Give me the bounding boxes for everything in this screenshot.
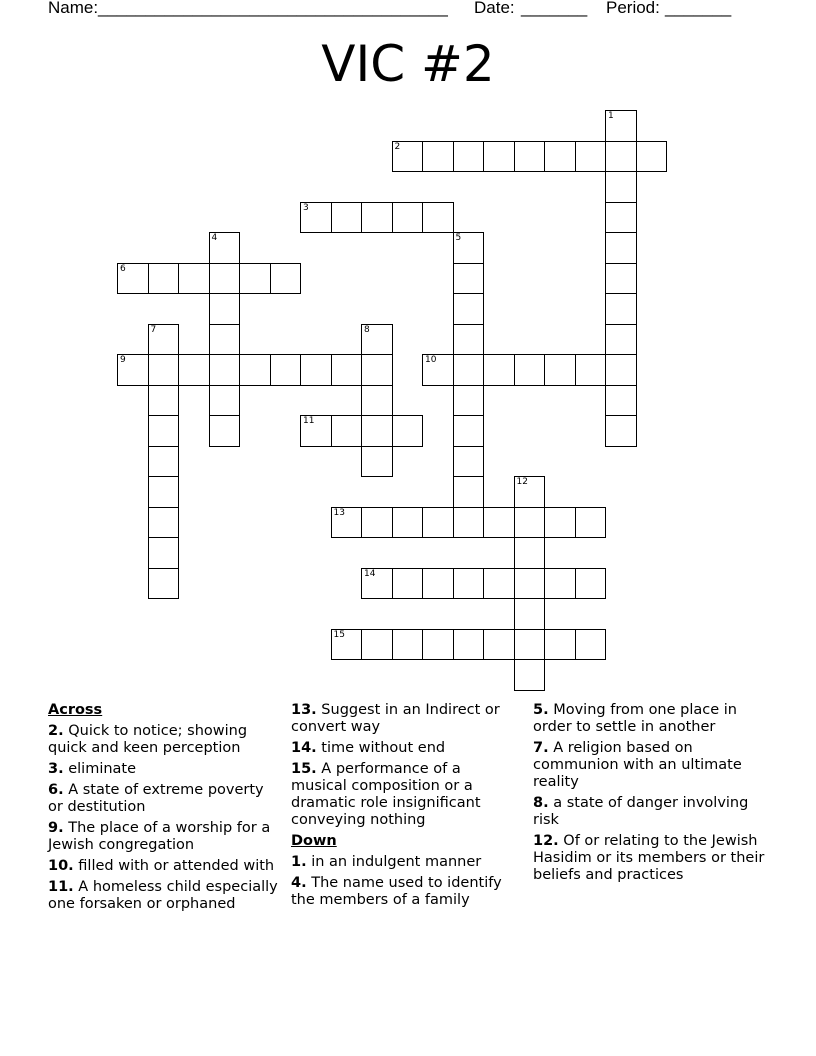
grid-cell[interactable] bbox=[422, 507, 454, 539]
grid-cell[interactable] bbox=[361, 202, 393, 234]
clue-text: Of or relating to the Jewish Hasidim or its members or their beliefs and practices bbox=[533, 833, 765, 883]
grid-cell[interactable] bbox=[392, 507, 424, 539]
grid-cell[interactable] bbox=[453, 385, 485, 417]
date-blank[interactable]: _______ bbox=[521, 0, 588, 17]
grid-cell[interactable] bbox=[453, 324, 485, 356]
clue-item bbox=[48, 879, 278, 913]
clue-text: time without end bbox=[316, 740, 446, 756]
grid-cell[interactable] bbox=[239, 263, 271, 295]
clue-number-label: 15 bbox=[333, 629, 345, 640]
clue-number: 3. bbox=[48, 761, 64, 777]
grid-cell[interactable] bbox=[514, 568, 546, 600]
clue-item bbox=[48, 761, 278, 778]
grid-cell[interactable] bbox=[575, 141, 607, 173]
grid-cell[interactable] bbox=[544, 354, 576, 386]
clue-number-label: 5 bbox=[455, 233, 462, 243]
grid-cell[interactable] bbox=[514, 659, 546, 691]
grid-cell[interactable] bbox=[361, 568, 393, 600]
clue-number: 4. bbox=[291, 875, 307, 891]
grid-cell[interactable] bbox=[209, 263, 241, 295]
grid-cell[interactable] bbox=[178, 263, 210, 295]
clue-item bbox=[291, 854, 521, 871]
grid-cell[interactable] bbox=[331, 415, 363, 447]
grid-cell[interactable] bbox=[148, 537, 180, 569]
grid-cell[interactable] bbox=[209, 354, 241, 386]
grid-cell[interactable] bbox=[270, 263, 302, 295]
grid-cell[interactable] bbox=[300, 354, 332, 386]
grid-cell[interactable] bbox=[605, 293, 637, 325]
clues-column-3 bbox=[533, 702, 768, 888]
grid-cell[interactable] bbox=[270, 354, 302, 386]
clue-number: 15. bbox=[291, 761, 317, 777]
clue-number-label: 3 bbox=[303, 202, 309, 213]
grid-cell[interactable] bbox=[209, 415, 241, 447]
clue-item bbox=[533, 795, 768, 829]
clue-number-label: 6 bbox=[120, 263, 126, 274]
grid-cell[interactable] bbox=[575, 354, 607, 386]
grid-cell[interactable] bbox=[483, 507, 515, 539]
clue-text: Suggest in an Indirect or convert way bbox=[291, 702, 500, 735]
clue-number: 7. bbox=[533, 740, 549, 756]
clue-number: 13. bbox=[291, 702, 317, 718]
grid-cell[interactable] bbox=[117, 263, 149, 295]
clues-column-2 bbox=[291, 702, 521, 913]
clue-number-label: 10 bbox=[425, 355, 437, 365]
across-heading: Across bbox=[48, 702, 103, 718]
grid-cell[interactable] bbox=[209, 324, 241, 356]
grid-cell[interactable] bbox=[453, 568, 485, 600]
grid-cell[interactable] bbox=[148, 385, 180, 417]
grid-cell[interactable] bbox=[148, 446, 180, 478]
grid-cell[interactable] bbox=[422, 568, 454, 600]
grid-cell[interactable] bbox=[575, 507, 607, 539]
clue-number: 9. bbox=[48, 820, 64, 836]
grid-cell[interactable] bbox=[422, 354, 454, 386]
grid-cell[interactable] bbox=[453, 507, 485, 539]
grid-cell[interactable] bbox=[300, 202, 332, 234]
name-blank[interactable]: _____________________________________ bbox=[98, 0, 448, 17]
grid-cell[interactable] bbox=[514, 476, 546, 508]
clue-text: The place of a worship for a Jewish congregation bbox=[48, 820, 271, 853]
grid-cell[interactable] bbox=[148, 263, 180, 295]
grid-cell[interactable] bbox=[453, 476, 485, 508]
clue-number: 5. bbox=[533, 702, 549, 718]
grid-cell[interactable] bbox=[361, 415, 393, 447]
clue-number-label: 11 bbox=[303, 416, 315, 426]
grid-cell[interactable] bbox=[361, 385, 393, 417]
clue-item bbox=[291, 740, 521, 757]
grid-cell[interactable] bbox=[331, 507, 363, 539]
clue-number: 6. bbox=[48, 782, 64, 798]
grid-cell[interactable] bbox=[514, 141, 546, 173]
grid-cell[interactable] bbox=[483, 568, 515, 600]
grid-cell[interactable] bbox=[605, 385, 637, 417]
name-label: Name: bbox=[48, 0, 99, 17]
grid-cell[interactable] bbox=[209, 232, 241, 264]
grid-cell[interactable] bbox=[392, 629, 424, 661]
clue-item bbox=[533, 702, 768, 736]
grid-cell[interactable] bbox=[148, 354, 180, 386]
grid-cell[interactable] bbox=[544, 507, 576, 539]
grid-cell[interactable] bbox=[483, 354, 515, 386]
grid-cell[interactable] bbox=[514, 537, 546, 569]
grid-cell[interactable] bbox=[453, 141, 485, 173]
clue-number: 11. bbox=[48, 879, 74, 895]
clue-number-label: 2 bbox=[394, 141, 401, 152]
grid-cell[interactable] bbox=[605, 171, 637, 203]
clue-text: filled with or attended with bbox=[73, 858, 275, 874]
clue-item bbox=[48, 782, 278, 816]
grid-cell[interactable] bbox=[453, 415, 485, 447]
clue-number-label: 4 bbox=[211, 233, 218, 243]
grid-cell[interactable] bbox=[453, 629, 485, 661]
grid-cell[interactable] bbox=[605, 110, 637, 142]
grid-cell[interactable] bbox=[392, 415, 424, 447]
period-label: Period: bbox=[606, 0, 660, 17]
grid-cell[interactable] bbox=[361, 507, 393, 539]
grid-cell[interactable] bbox=[453, 354, 485, 386]
clue-number-label: 14 bbox=[364, 568, 376, 579]
grid-cell[interactable] bbox=[148, 507, 180, 539]
grid-cell[interactable] bbox=[544, 629, 576, 661]
grid-cell[interactable] bbox=[605, 354, 637, 386]
grid-cell[interactable] bbox=[422, 141, 454, 173]
grid-cell[interactable] bbox=[178, 354, 210, 386]
clue-item bbox=[48, 858, 278, 875]
clue-number-label: 7 bbox=[150, 324, 157, 335]
clue-text: A state of extreme poverty or destitution bbox=[48, 782, 264, 815]
grid-cell[interactable] bbox=[148, 568, 180, 600]
grid-cell[interactable] bbox=[148, 476, 180, 508]
clue-number: 1. bbox=[291, 854, 307, 870]
grid-cell[interactable] bbox=[361, 354, 393, 386]
grid-cell[interactable] bbox=[605, 263, 637, 295]
grid-cell[interactable] bbox=[300, 415, 332, 447]
grid-cell[interactable] bbox=[148, 324, 180, 356]
grid-cell[interactable] bbox=[392, 202, 424, 234]
grid-cell[interactable] bbox=[117, 354, 149, 386]
grid-cell[interactable] bbox=[239, 354, 271, 386]
grid-cell[interactable] bbox=[422, 202, 454, 234]
clue-number-label: 8 bbox=[364, 324, 370, 335]
puzzle-title: VIC #2 bbox=[321, 35, 495, 93]
grid-cell[interactable] bbox=[514, 354, 546, 386]
clue-number: 8. bbox=[533, 795, 549, 811]
clue-text: eliminate bbox=[63, 761, 137, 777]
grid-cell[interactable] bbox=[331, 202, 363, 234]
clue-text: Moving from one place in order to settle in another bbox=[533, 702, 737, 735]
clue-number-label: 1 bbox=[608, 111, 614, 121]
grid-cell[interactable] bbox=[605, 324, 637, 356]
clue-number: 2. bbox=[48, 723, 64, 739]
grid-cell[interactable] bbox=[331, 629, 363, 661]
grid-cell[interactable] bbox=[453, 232, 485, 264]
grid-cell[interactable] bbox=[605, 232, 637, 264]
clue-item bbox=[291, 761, 521, 829]
clue-number-label: 12 bbox=[516, 477, 528, 487]
grid-cell[interactable] bbox=[422, 629, 454, 661]
period-blank[interactable]: _______ bbox=[665, 0, 732, 17]
grid-cell[interactable] bbox=[453, 263, 485, 295]
clue-text: in an indulgent manner bbox=[306, 854, 482, 870]
clue-number: 14. bbox=[291, 740, 317, 756]
clue-number: 10. bbox=[48, 858, 74, 874]
grid-cell[interactable] bbox=[605, 141, 637, 173]
grid-cell[interactable] bbox=[453, 446, 485, 478]
grid-cell[interactable] bbox=[361, 324, 393, 356]
clue-text: a state of danger involving risk bbox=[533, 795, 749, 828]
date-label: Date: bbox=[474, 0, 515, 17]
grid-cell[interactable] bbox=[514, 507, 546, 539]
clue-text: A religion based on communion with an ultimate reality bbox=[533, 740, 742, 790]
grid-cell[interactable] bbox=[605, 415, 637, 447]
clue-text: The name used to identify the members of a family bbox=[291, 875, 502, 908]
clue-number: 12. bbox=[533, 833, 559, 849]
clue-text: A performance of a musical composition or a dramatic role insignificant conveying nothing bbox=[291, 761, 481, 828]
clue-item bbox=[533, 740, 768, 791]
grid-cell[interactable] bbox=[575, 629, 607, 661]
clue-number-label: 13 bbox=[333, 507, 345, 518]
grid-cell[interactable] bbox=[453, 293, 485, 325]
grid-cell[interactable] bbox=[483, 629, 515, 661]
grid-cell[interactable] bbox=[392, 568, 424, 600]
grid-cell[interactable] bbox=[209, 293, 241, 325]
grid-cell[interactable] bbox=[483, 141, 515, 173]
clue-item bbox=[291, 875, 521, 909]
grid-cell[interactable] bbox=[514, 598, 546, 630]
grid-cell[interactable] bbox=[544, 141, 576, 173]
clue-item bbox=[48, 820, 278, 854]
down-heading: Down bbox=[291, 833, 337, 849]
grid-cell[interactable] bbox=[361, 629, 393, 661]
clue-item bbox=[291, 702, 521, 736]
grid-cell[interactable] bbox=[392, 141, 424, 173]
grid-cell[interactable] bbox=[514, 629, 546, 661]
grid-cell[interactable] bbox=[575, 568, 607, 600]
grid-cell[interactable] bbox=[331, 354, 363, 386]
clue-text: A homeless child especially one forsaken or orphaned bbox=[48, 879, 278, 912]
grid-cell[interactable] bbox=[605, 202, 637, 234]
clues-column-1 bbox=[48, 702, 278, 917]
grid-cell[interactable] bbox=[636, 141, 668, 173]
grid-cell[interactable] bbox=[148, 415, 180, 447]
grid-cell[interactable] bbox=[361, 446, 393, 478]
grid-cell[interactable] bbox=[544, 568, 576, 600]
clue-number-label: 9 bbox=[120, 355, 126, 365]
clue-item bbox=[48, 723, 278, 757]
clue-item bbox=[533, 833, 768, 884]
clue-text: Quick to notice; showing quick and keen perception bbox=[48, 723, 248, 756]
grid-cell[interactable] bbox=[209, 385, 241, 417]
